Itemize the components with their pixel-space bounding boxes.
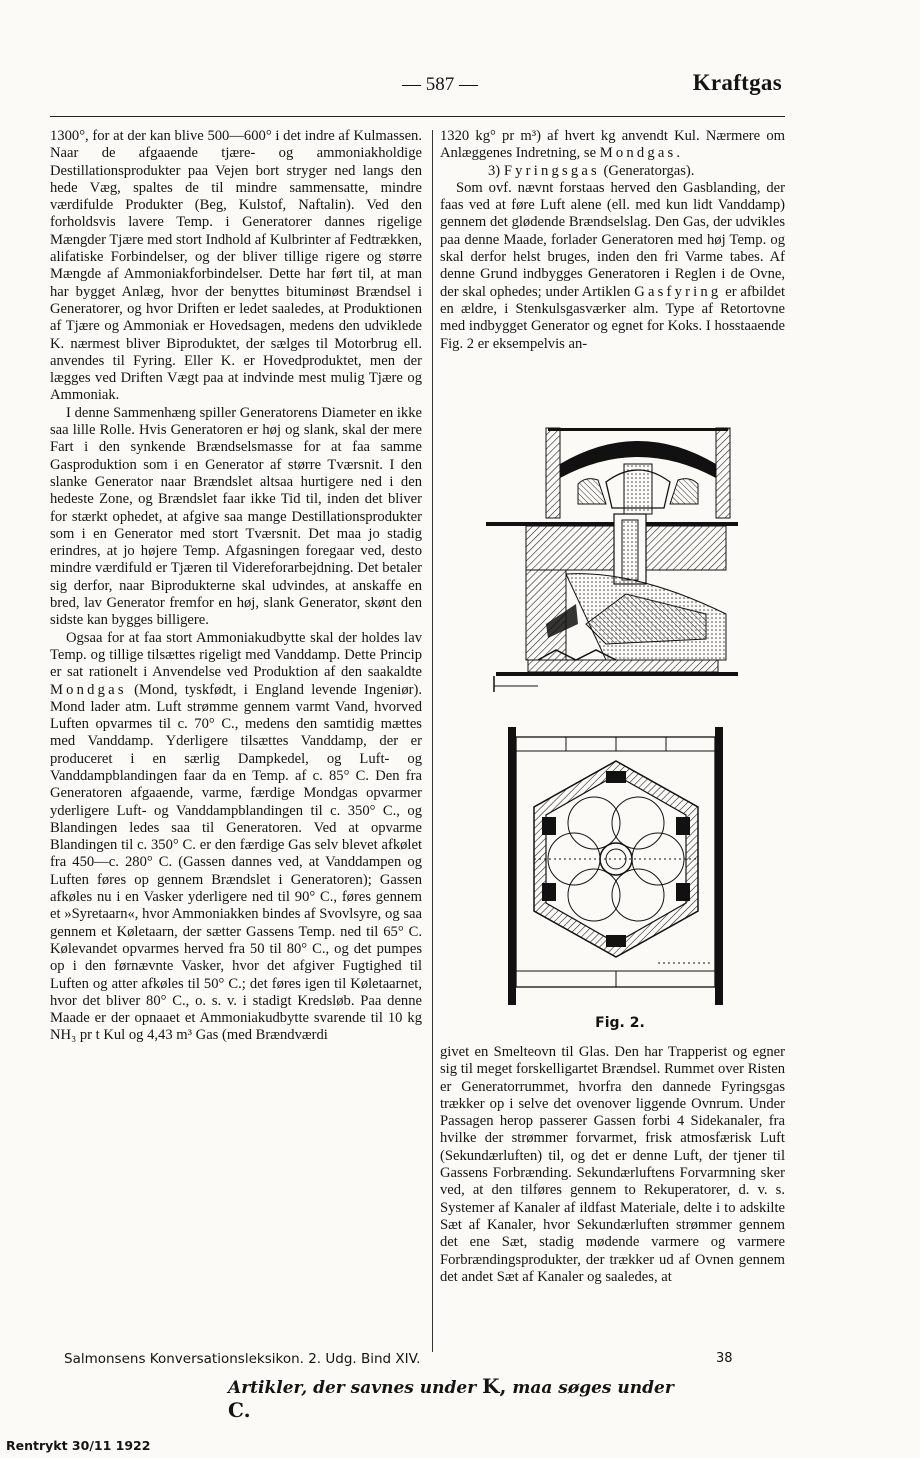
furnace-plan-drawing (508, 727, 723, 1005)
running-head: Kraftgas (692, 70, 782, 95)
paragraph: Som ovf. nævnt forstaas herved den Gasblanding, der faas ved at føre Luft alene (ell. med kun lidt Vanddamp) gennem det glødende Brændselslag. Den Gas, der udvikles paa denne Maade, forlader Generatoren med høj Temp. og skal derfor helst bruges, inden den fri Varme tabes. Af denne Grund indbygges Generatoren i Reglen i de Ovne, der skal ophedes; under Artiklen Gasfyring er afbildet en ældre, i Stenkulsgasværker alm. Type af Retortovne med indbygget Generator og egnet for Koks. I hosstaaende Fig. 2 er eksempelvis an- (440, 179, 786, 352)
header-rule (50, 116, 785, 117)
column-divider (432, 130, 433, 1352)
page-header (0, 70, 920, 104)
sheet-number: 38 (716, 1351, 733, 1366)
paragraph: givet en Smelteovn til Glas. Den har Trapperist og egner sig til meget forskelligartet Brændsel. Rummet over Risten er Generatorrummet, hvorfra den dannede Fyringsgas trækker op i selve det ovenover liggende Ovnrum. Under Passagen herop passerer Gassen forbi 4 Sidekanaler, fra hvilke der strømmer forvarmet, frisk atmosfærisk Luft (Sekundærluften) til, og det er denne Luft, der tjener til Gassens Forbrænding. Sekundærluftens Forvarmning sker ved, at den tilføres gennem to Rekuperatorer, d. v. s. Systemer af Kanaler af ildfast Materiale, delte i to adskilte Sæt af Kanaler, hvor Sekundærluften strømmer gennem det ene Sæt, stadig mødende varmere og varmere Forbrændingsprodukter, der trækker ud af Ovnen gennem det andet Sæt af Kanaler og saaledes, at (440, 1044, 785, 1285)
page-number: — 587 — (402, 74, 478, 95)
reprint-note: Rentrykt 30/11 1922 (6, 1438, 151, 1453)
paragraph: 1320 kg° pr m³) af hvert kg anvendt Kul. Nærmere om Anlæggenes Indretning, se Mondgas. (440, 128, 785, 162)
right-column-top (440, 128, 785, 353)
left-column (50, 128, 422, 1045)
paragraph: 1300°, for at der kan blive 500—600° i det indre af Kulmassen. Naar de afgaaende tjære- og ammoniakholdige Destillationsprodukter paa Vejen bort stryger ned langs den hede Væg, spaltes de til mindre sammensatte, mindre værdifulde Produkter (Beg, Kulstof, Naftalin). Ved den forholdsvis lavere Temp. i Generatorer dannes rigelige Mængder Tjære med stort Indhold af Kulbrinter af Fedtrækken, alifatiske Forbindelser, og der bliver tillige rigere og større Mængde af Ammoniakforbindelser. Dette har ført til, at man har bygget Anlæg, hvor der benyttes bituminøst Brændsel i Generatorer, og hvor Driften er ledet saaledes, at Produktionen af Tjære og Ammoniak er Hovedsagen, medens den udviklede K. nærmest bliver Biproduktet, der sælges til Motorbrug ell. anvendes til Fyring. Eller K. er Hovedproduktet, men der lægges ved Driften Vægt paa at indvinde mest mulig Tjære og Ammoniak. (50, 128, 422, 404)
furnace-section-drawing (486, 424, 738, 696)
paragraph: I denne Sammenhæng spiller Generatorens Diameter en ikke saa lille Rolle. Hvis Generatoren er høj og slank, skal der mere Fart i den synkende Brændselsmasse for at faa samme Gasproduktion som i en Generator af større Tværsnit. I den slanke Generator naar Brændslet altsaa hurtigere ned i den hedeste Zone, og Brændslet faar ikke Tid til, inden det bliver for stærkt ophedet, at afgive saa mange Destillationsprodukter som i en Generator med stort Tværsnit. Det maa jo stadig erindres, at jo højere Temp. Afgasningen foregaar ved, desto mindre værdifuld er Tjæren til Videreforarbejdning. Det betaler sig derfor, naar Biprodukterne skal udvindes, at anskaffe en bred, lav Generator fremfor en høj, slank Generator, skønt den sidste kan bygges billigere. (50, 404, 422, 629)
section-heading: 3) Fyringsgas (Generatorgas). (488, 162, 695, 179)
spaced-term: Mondgas (50, 681, 127, 698)
figure-caption: Fig. 2. (595, 1015, 645, 1031)
paragraph-mondgas: Ogsaa for at faa stort Ammoniakudbytte skal der holdes lav Temp. og tillige tilsættes rigeligt med Vanddamp. Dette Princip er sat rationelt i Anvendelse ved Produktion af den saakaldte Mondgas (Mond, tyskfødt, i England levende Ingeniør). Mond lader atm. Luft strømme gennem varmt Vand, hvorved Luften opvarmes til c. 70° C., medens den samtidig mættes med Vanddamp. Yderligere tilsættes Vanddamp, der er produceret i en særlig Dampkedel, og Luft- og Vanddampblandingen faar da en Temp. af c. 85° C. Den fra Generatoren afgaaende, varme, færdige Mondgas opvarmer yderligere Luft- og Vanddampblandingen til c. 350° C., og Blandingen ledes saa til Generatoren. Ved at opvarme Blandingen til c. 350° C. er den færdige Gas selv blevet afkølet fra 450—c. 280° C. (Gassen dannes ved, at Vanddampen og Luften føres op gennem Brændslet i Generatoren); Gassen afkøles nu i en Vasker yderligere ned til 90° C., føres gennem et »Syretaarn«, hvor Ammoniakken bindes af Svovlsyre, og saa gennem et Køletaarn, der sætter Gassens Temp. ned til 65° C. Kølevandet opvarmes herved fra 50 til 80° C., og det pumpes op i den førnævnte Vasker, hvor det afgiver Fugtighed til Luften og atter afkøles til 50° C.; det føres igen til Køletaarnet, hvor det bliver 80° C., o. s. v. i stadigt Kredsløb. Paa denne Maade er der opnaaet et Ammoniakudbytte svarende til 10 kg NH₃ pr t Kul og 4,43 m³ Gas (med Brændværdi (50, 629, 422, 1044)
spaced-term: Mondgas. (599, 145, 684, 162)
right-column-bottom (440, 1044, 785, 1286)
spaced-term: Gasfyring (634, 283, 722, 300)
cross-reference-notice: Artikler, der savnes under K, maa søges under C. (228, 1374, 674, 1422)
publication-line: Salmonsens Konversationsleksikon. 2. Udg. Bind XIV. (64, 1351, 421, 1367)
